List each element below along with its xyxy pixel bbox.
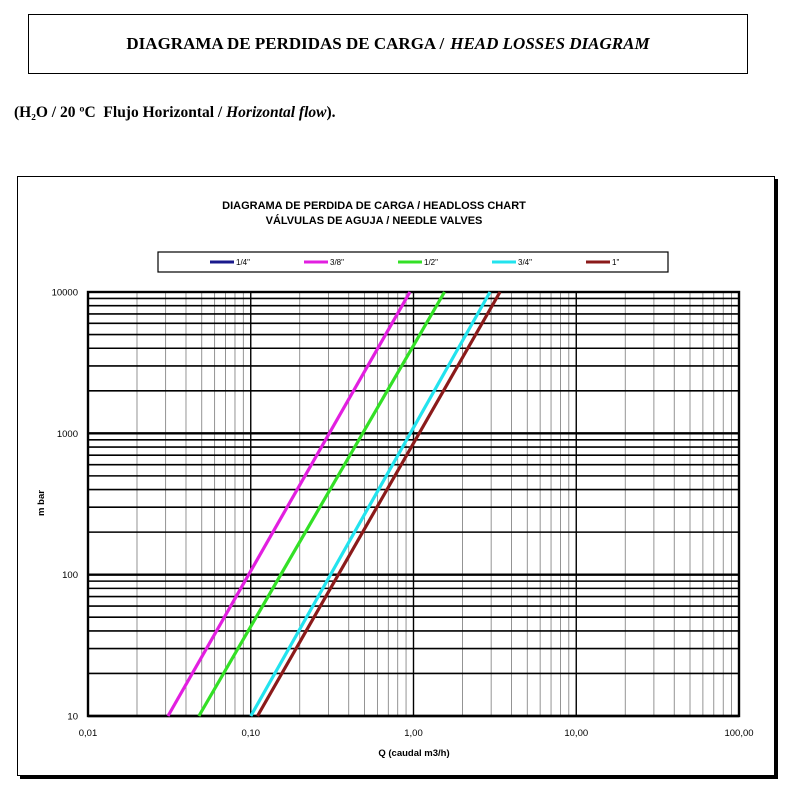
legend-label-0: 1/4" xyxy=(236,258,250,267)
conditions-flow-en: Horizontal flow xyxy=(226,104,327,121)
conditions-formula: (H₂O xyxy=(14,104,48,121)
x-tick-label-2: 1,00 xyxy=(404,728,423,739)
y-axis-ticks xyxy=(52,288,78,723)
legend-label-4: 1" xyxy=(612,258,620,267)
y-tick-label-0: 10 xyxy=(67,711,78,723)
x-axis-label: Q (caudal m3/h) xyxy=(378,748,450,759)
chart-grid xyxy=(88,292,739,716)
y-tick-label-1: 100 xyxy=(62,570,78,582)
conditions-rest: / 20 ºC Flujo Horizontal / xyxy=(47,104,227,121)
y-axis-label: m bar xyxy=(36,490,47,516)
x-tick-label-4: 100,00 xyxy=(724,728,754,739)
chart-title: DIAGRAMA DE PERDIDA DE CARGA / HEADLOSS CHART xyxy=(222,200,526,212)
conditions-close: ). xyxy=(326,104,336,121)
x-axis-ticks xyxy=(79,728,754,739)
y-tick-label-3: 10000 xyxy=(51,287,78,299)
legend-label-3: 3/4" xyxy=(518,258,532,267)
legend-label-1: 3/8" xyxy=(330,258,344,267)
header-title-es: DIAGRAMA DE PERDIDAS DE CARGA / xyxy=(126,34,445,53)
y-tick-label-2: 1000 xyxy=(56,428,78,440)
x-tick-label-1: 0,10 xyxy=(241,728,260,739)
legend-label-2: 1/2" xyxy=(424,258,438,267)
header-title-en: HEAD LOSSES DIAGRAM xyxy=(450,34,650,53)
x-tick-label-3: 10,00 xyxy=(564,728,589,739)
x-tick-label-0: 0,01 xyxy=(78,728,98,739)
chart-subtitle: VÁLVULAS DE AGUJA / NEEDLE VALVES xyxy=(265,215,483,227)
